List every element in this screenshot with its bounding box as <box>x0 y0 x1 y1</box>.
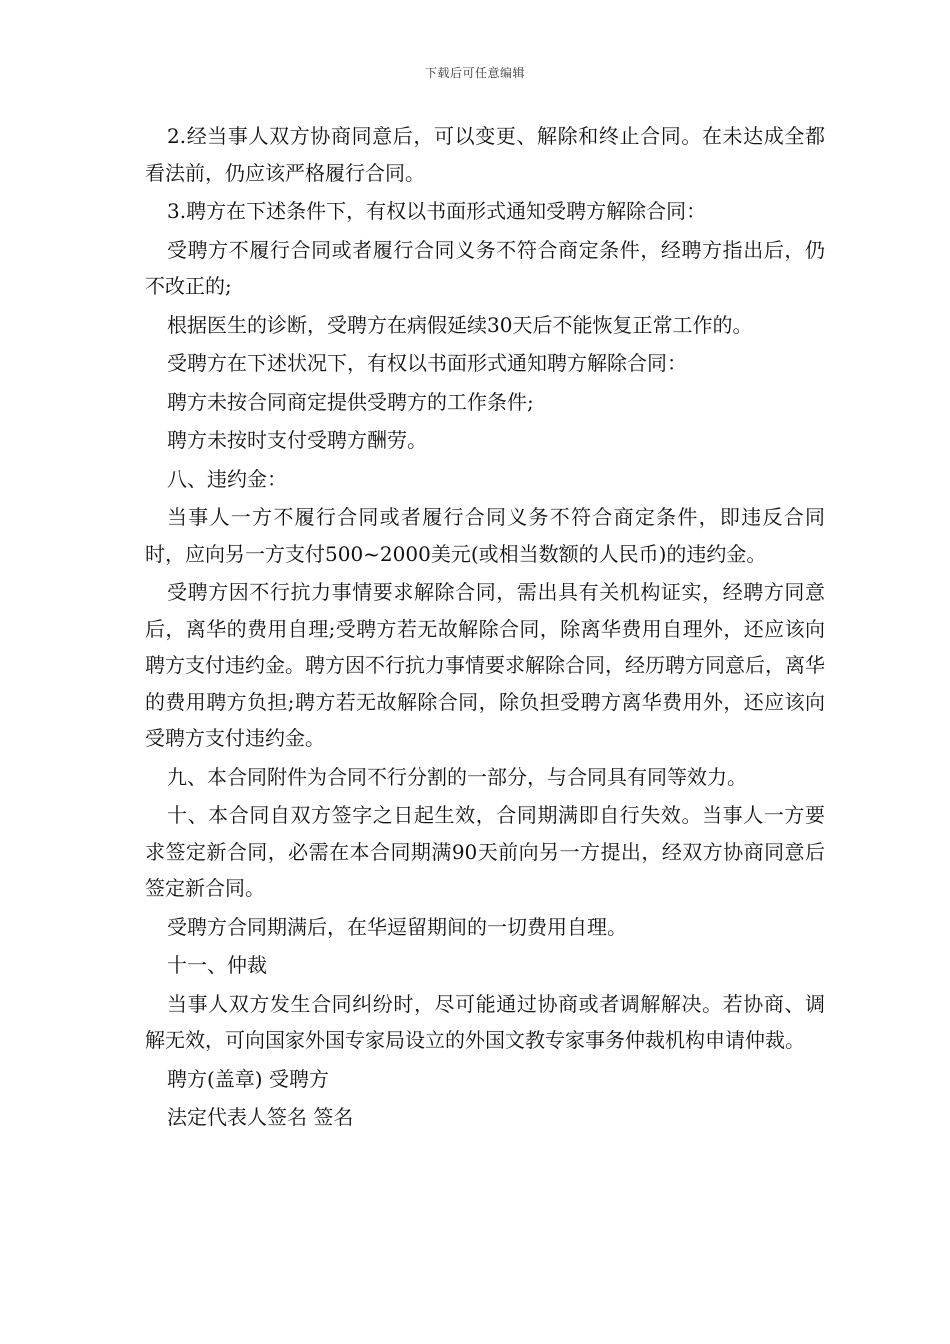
signature-line-parties: 聘方(盖章) 受聘方 <box>167 1066 329 1091</box>
page-header: 下载后可任意编辑 <box>424 66 525 80</box>
section-10-paragraph: 十、本合同自双方签字之日起生效，合同期满即自行失效。当事人一方要求签定新合同，必需在本合同期满90天前向另一方提出，经双方协商同意后签定新合同。 <box>145 803 825 900</box>
clause-7-3-paragraph: 3.聘方在下述条件下，有权以书面形式通知受聘方解除合同： <box>167 199 707 223</box>
penalty-paragraph-1: 当事人一方不履行合同或者履行合同义务不符合商定条件，即违反合同时，应向另一方支付500~2000美元(或相当数额的人民币)的违约金。 <box>145 505 825 566</box>
termination-condition-1: 受聘方不履行合同或者履行合同义务不符合商定条件，经聘方指出后，仍不改正的; <box>145 237 825 298</box>
employee-termination-intro: 受聘方在下述状况下，有权以书面形式通知聘方解除合同： <box>167 351 687 375</box>
penalty-paragraph-2: 受聘方因不行抗力事情要求解除合同，需出具有关机构证实，经聘方同意后，离华的费用自理;受聘方若无故解除合同，除离华费用自理外，还应该向聘方支付违约金。聘方因不行抗力事情要求解除合同，经历聘方同意后，离华的费用聘方负担;聘方若无故解除合同，除负担受聘方离华费用外，还应该向受聘方支付违约金。 <box>145 580 825 750</box>
clause-7-2-paragraph: 2.经当事人双方协商同意后，可以变更、解除和终止合同。在未达成全都看法前，仍应该严格履行合同。 <box>145 124 825 185</box>
section-11-heading: 十一、仲裁 <box>167 953 267 977</box>
document-body <box>145 118 825 1138</box>
employee-termination-condition-1: 聘方未按合同商定提供受聘方的工作条件; <box>167 389 534 414</box>
employee-termination-condition-2: 聘方未按时支付受聘方酬劳。 <box>167 428 427 452</box>
arbitration-paragraph: 当事人双方发生合同纠纷时，尽可能通过协商或者调解解决。若协商、调解无效，可向国家外国专家局设立的外国文教专家事务仲裁机构申请仲裁。 <box>145 991 825 1052</box>
section-9-paragraph: 九、本合同附件为合同不行分割的一部分，与合同具有同等效力。 <box>167 764 747 789</box>
termination-condition-2: 根据医生的诊断，受聘方在病假延续30天后不能恢复正常工作的。 <box>167 312 753 337</box>
expiry-expenses-paragraph: 受聘方合同期满后，在华逗留期间的一切费用自理。 <box>167 914 627 939</box>
signature-line-representatives: 法定代表人签名 签名 <box>167 1105 354 1129</box>
section-8-heading: 八、违约金： <box>167 466 287 491</box>
